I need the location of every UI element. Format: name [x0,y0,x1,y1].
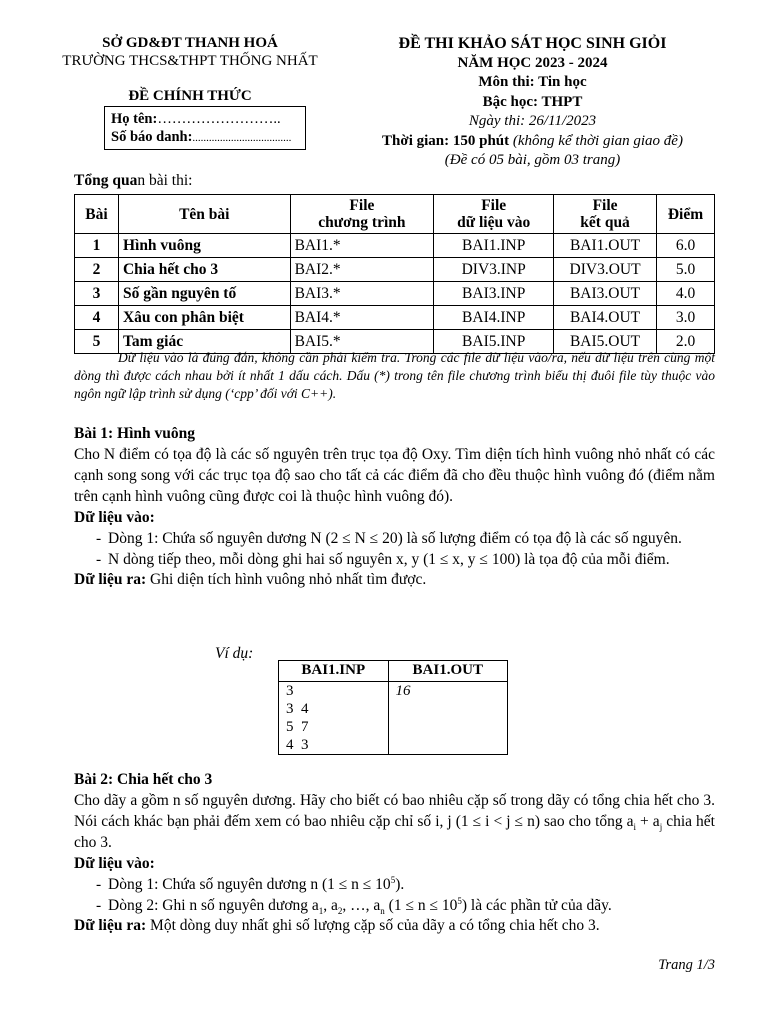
candidate-id-label: Số báo danh: [111,129,193,145]
cell-no: 2 [75,258,119,282]
problem-1 [74,424,715,591]
example-output-cell [388,682,507,755]
list-item: - Dòng 1: Chứa số nguyên dương n $(1 \le n \le 10^5)$. [96,874,405,893]
cell-output: DIV3.OUT [554,258,657,282]
example-input-header: BAI1.INP [279,661,389,682]
list-item: - Dòng 2: Ghi n số nguyên dương $a_1$, $a_2$, …, $a_n$ $(1 \le n \le 10^5)$ là các phần tử của dãy. [96,895,612,916]
cell-no: 3 [75,282,119,306]
col-header-name: Tên bài [118,195,290,234]
cell-output: BAI5.OUT [554,330,657,354]
example-output-header: BAI1.OUT [388,661,507,682]
exam-title: ĐỀ THI KHẢO SÁT HỌC SINH GIỎI [398,35,667,52]
cell-output: BAI3.OUT [554,282,657,306]
example-table [278,660,508,755]
cell-name: Chia hết cho 3 [118,258,290,282]
official-label: ĐỀ CHÍNH THỨC [128,88,252,104]
col-header-output: File kết quả [554,195,657,234]
col-header-program: File chương trình [290,195,434,234]
exam-header [360,34,705,171]
cell-no: 1 [75,234,119,258]
cell-program: BAI2.* [290,258,434,282]
problem-2-input-list [74,875,715,917]
example-data-row [279,682,508,755]
candidate-name-dots: …………………….. [157,111,281,127]
cell-output: BAI4.OUT [554,306,657,330]
exam-time-note: (không kể thời gian giao đề) [509,132,683,149]
table-row [75,234,715,258]
problem-2 [74,770,715,937]
candidate-id-dots: .................................... [192,132,292,144]
example-output-line: 16 [395,683,411,699]
table-row [75,282,715,306]
table-row [75,306,715,330]
problem-1-output [74,570,715,591]
candidate-id-line [111,128,299,147]
problem-2-output-text: Một dòng duy nhất ghi số lượng cặp số của dãy a có tổng chia hết cho 3. [146,917,600,935]
candidate-info-box [104,106,306,150]
col-header-score: Điểm [657,195,715,234]
example-input-cell [279,682,389,755]
problem-1-description: Cho N điểm có tọa độ là các số nguyên trên trục tọa độ Oxy. Tìm diện tích hình vuông nhỏ nhất có các cạnh song song với các trục tọa độ sao cho tất cả các điểm đã cho đều thuộc hình vuông đó (điểm nằm trên cạnh hình vuông cũng được coi là thuộc hình vuông đó). [74,445,715,505]
cell-input: DIV3.INP [434,258,554,282]
col-header-no: Bài [75,195,119,234]
problem-1-input-label: Dữ liệu vào: [74,508,155,526]
problem-1-output-label: Dữ liệu ra: [74,571,147,589]
exam-subject: Môn thi: Tin học [478,74,587,90]
cell-input: BAI1.INP [434,234,554,258]
exam-time-label: Thời gian: 150 phút [382,132,510,149]
cell-program: BAI1.* [290,234,434,258]
exam-time [360,132,705,152]
candidate-name-line [111,110,299,128]
overview-header-row [75,195,715,234]
cell-score: 5.0 [657,258,715,282]
cell-input: BAI4.INP [434,306,554,330]
cell-score: 2.0 [657,330,715,354]
cell-program: BAI3.* [290,282,434,306]
candidate-name-label: Họ tên: [111,111,158,127]
cell-name: Số gần nguyên tố [118,282,290,306]
cell-score: 4.0 [657,282,715,306]
page-number: Trang 1/3 [658,957,715,973]
problem-2-title: Bài 2: Chia hết cho 3 [74,771,213,788]
cell-name: Tam giác [118,330,290,354]
col-header-input: File dữ liệu vào [434,195,554,234]
cell-no: 4 [75,306,119,330]
school-name: TRƯỜNG THCS&THPT THỐNG NHẤT [62,53,318,69]
example-input-line: 3 [286,683,294,699]
exam-pages-note: (Đề có 05 bài, gồm 03 trang) [444,152,621,168]
list-item: - Dòng 1: Chứa số nguyên dương N (2 ≤ N ≤ 20) là số lượng điểm có tọa độ là các số nguyên. [96,529,682,547]
exam-date: Ngày thi: 26/11/2023 [468,113,597,129]
example-input-line: 4 3 [286,737,309,753]
cell-no: 5 [75,330,119,354]
overview-note: Dữ liệu vào là đúng đắn, không cần phải kiểm tra. Trong các file dữ liệu vào/ra, nếu dữ liệu trên cùng một dòng thì được cách nhau bởi ít nhất 1 dấu cách. Dấu (*) trong tên file chương trình biểu thị đuôi file tùy thuộc vào ngôn ngữ lập trình sử dụng (‘cpp’ đối với C++). [74,350,715,401]
cell-score: 3.0 [657,306,715,330]
overview-table [74,194,715,354]
problem-2-input-label: Dữ liệu vào: [74,854,155,872]
problem-2-output-label: Dữ liệu ra: [74,917,147,935]
problem-1-input-list [74,529,715,571]
problem-2-output [74,916,715,937]
cell-input: BAI5.INP [434,330,554,354]
example-header-row [279,661,508,682]
cell-name: Xâu con phân biệt [118,306,290,330]
list-item: - N dòng tiếp theo, mỗi dòng ghi hai số nguyên x, y (1 ≤ x, y ≤ 100) là tọa độ của mỗi điểm. [96,550,670,568]
cell-input: BAI3.INP [434,282,554,306]
problem-1-title: Bài 1: Hình vuông [74,425,196,442]
problem-2-description: Cho dãy a gồm n số nguyên dương. Hãy cho biết có bao nhiêu cặp số trong dãy có tổng chia hết cho 3. Nói cách khác bạn phải đếm xem có bao nhiêu cặp chỉ số i, j (1 ≤ i < j ≤ n) sao cho tổng $a_i + a_j$ chia hết cho 3. [74,791,715,851]
problem-1-output-text: Ghi diện tích hình vuông nhỏ nhất tìm được. [146,571,427,589]
cell-program: BAI4.* [290,306,434,330]
exam-year: NĂM HỌC 2023 - 2024 [457,54,608,71]
overview-title: Tổng quan bài thi: [74,172,193,189]
cell-score: 6.0 [657,234,715,258]
exam-level: Bậc học: THPT [482,93,583,110]
cell-program: BAI5.* [290,330,434,354]
department-name: SỞ GD&ĐT THANH HOÁ [102,35,278,51]
example-input-line: 5 7 [286,719,309,735]
cell-name: Hình vuông [118,234,290,258]
table-row [75,258,715,282]
cell-output: BAI1.OUT [554,234,657,258]
school-header [40,34,340,70]
example-label: Ví dụ: [215,645,254,662]
example-input-line: 3 4 [286,701,309,717]
